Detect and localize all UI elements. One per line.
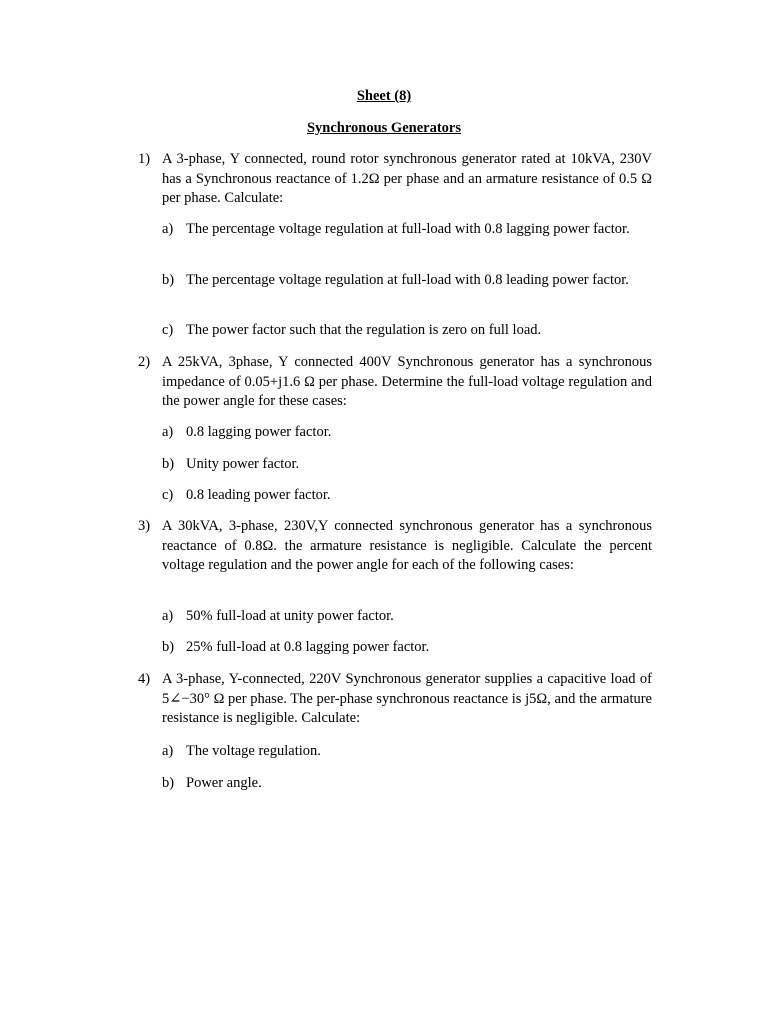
question-2 [138, 353, 652, 412]
question-number: 4) [138, 671, 151, 687]
question-1-part-a [162, 220, 652, 240]
part-letter: a) [162, 743, 174, 759]
question-text: A 3-phase, Y connected, round rotor synchronous generator rated at 10kVA, 230V has a Synchronous reactance of 1.2Ω per phase and an armature resistance of 0.5 Ω per phase. Calculate: [162, 151, 652, 206]
sheet-subtitle: Synchronous Generators [306, 120, 461, 136]
question-number: 1) [138, 151, 151, 167]
question-text: A 25kVA, 3phase, Y connected 400V Synchronous generator has a synchronous impedance of 0.05+j1.6 Ω per phase. Determine the full-load voltage regulation and the power angle for these cases: [162, 354, 652, 409]
question-1-part-b [162, 271, 652, 291]
question-number: 2) [138, 354, 151, 370]
part-letter: c) [162, 322, 174, 338]
part-letter: b) [162, 456, 175, 472]
part-letter: a) [162, 221, 174, 237]
part-letter: c) [162, 487, 174, 503]
question-2-part-b [162, 455, 652, 475]
question-1-part-c [162, 321, 652, 341]
part-text: Power angle. [186, 775, 262, 791]
part-text: 0.8 lagging power factor. [186, 424, 332, 440]
part-letter: b) [162, 775, 175, 791]
question-3-part-a [162, 607, 652, 627]
part-letter: a) [162, 608, 174, 624]
question-4-part-b [162, 774, 652, 794]
part-text: 25% full-load at 0.8 lagging power factor. [186, 639, 430, 655]
part-text: The percentage voltage regulation at full-load with 0.8 leading power factor. [186, 272, 629, 288]
question-1 [138, 150, 652, 209]
question-3 [138, 517, 652, 576]
part-letter: b) [162, 272, 175, 288]
question-3-part-b [162, 638, 652, 658]
sheet-title: Sheet (8) [356, 88, 412, 104]
part-letter: b) [162, 639, 175, 655]
question-2-part-a [162, 423, 652, 443]
question-text: A 3-phase, Y-connected, 220V Synchronous generator supplies a capacitive load of 5∠−30° Ω per phase. The per-phase synchronous reactance is j5Ω, and the armature resistance is negligible. Calculate: [162, 671, 652, 726]
part-text: The voltage regulation. [186, 743, 321, 759]
part-text: 0.8 leading power factor. [186, 487, 331, 503]
question-4-part-a [162, 742, 652, 762]
question-text: A 30kVA, 3-phase, 230V,Y connected synchronous generator has a synchronous reactance of 0.8Ω. the armature resistance is negligible. Calculate the percent voltage regulation and the power angle for each of the following cases: [162, 518, 652, 573]
part-text: 50% full-load at unity power factor. [186, 608, 394, 624]
question-number: 3) [138, 518, 151, 534]
part-text: The power factor such that the regulation is zero on full load. [186, 322, 542, 338]
part-text: Unity power factor. [186, 456, 300, 472]
part-letter: a) [162, 424, 174, 440]
part-text: The percentage voltage regulation at full-load with 0.8 lagging power factor. [186, 221, 630, 237]
question-2-part-c [162, 486, 652, 506]
question-4 [138, 670, 652, 729]
